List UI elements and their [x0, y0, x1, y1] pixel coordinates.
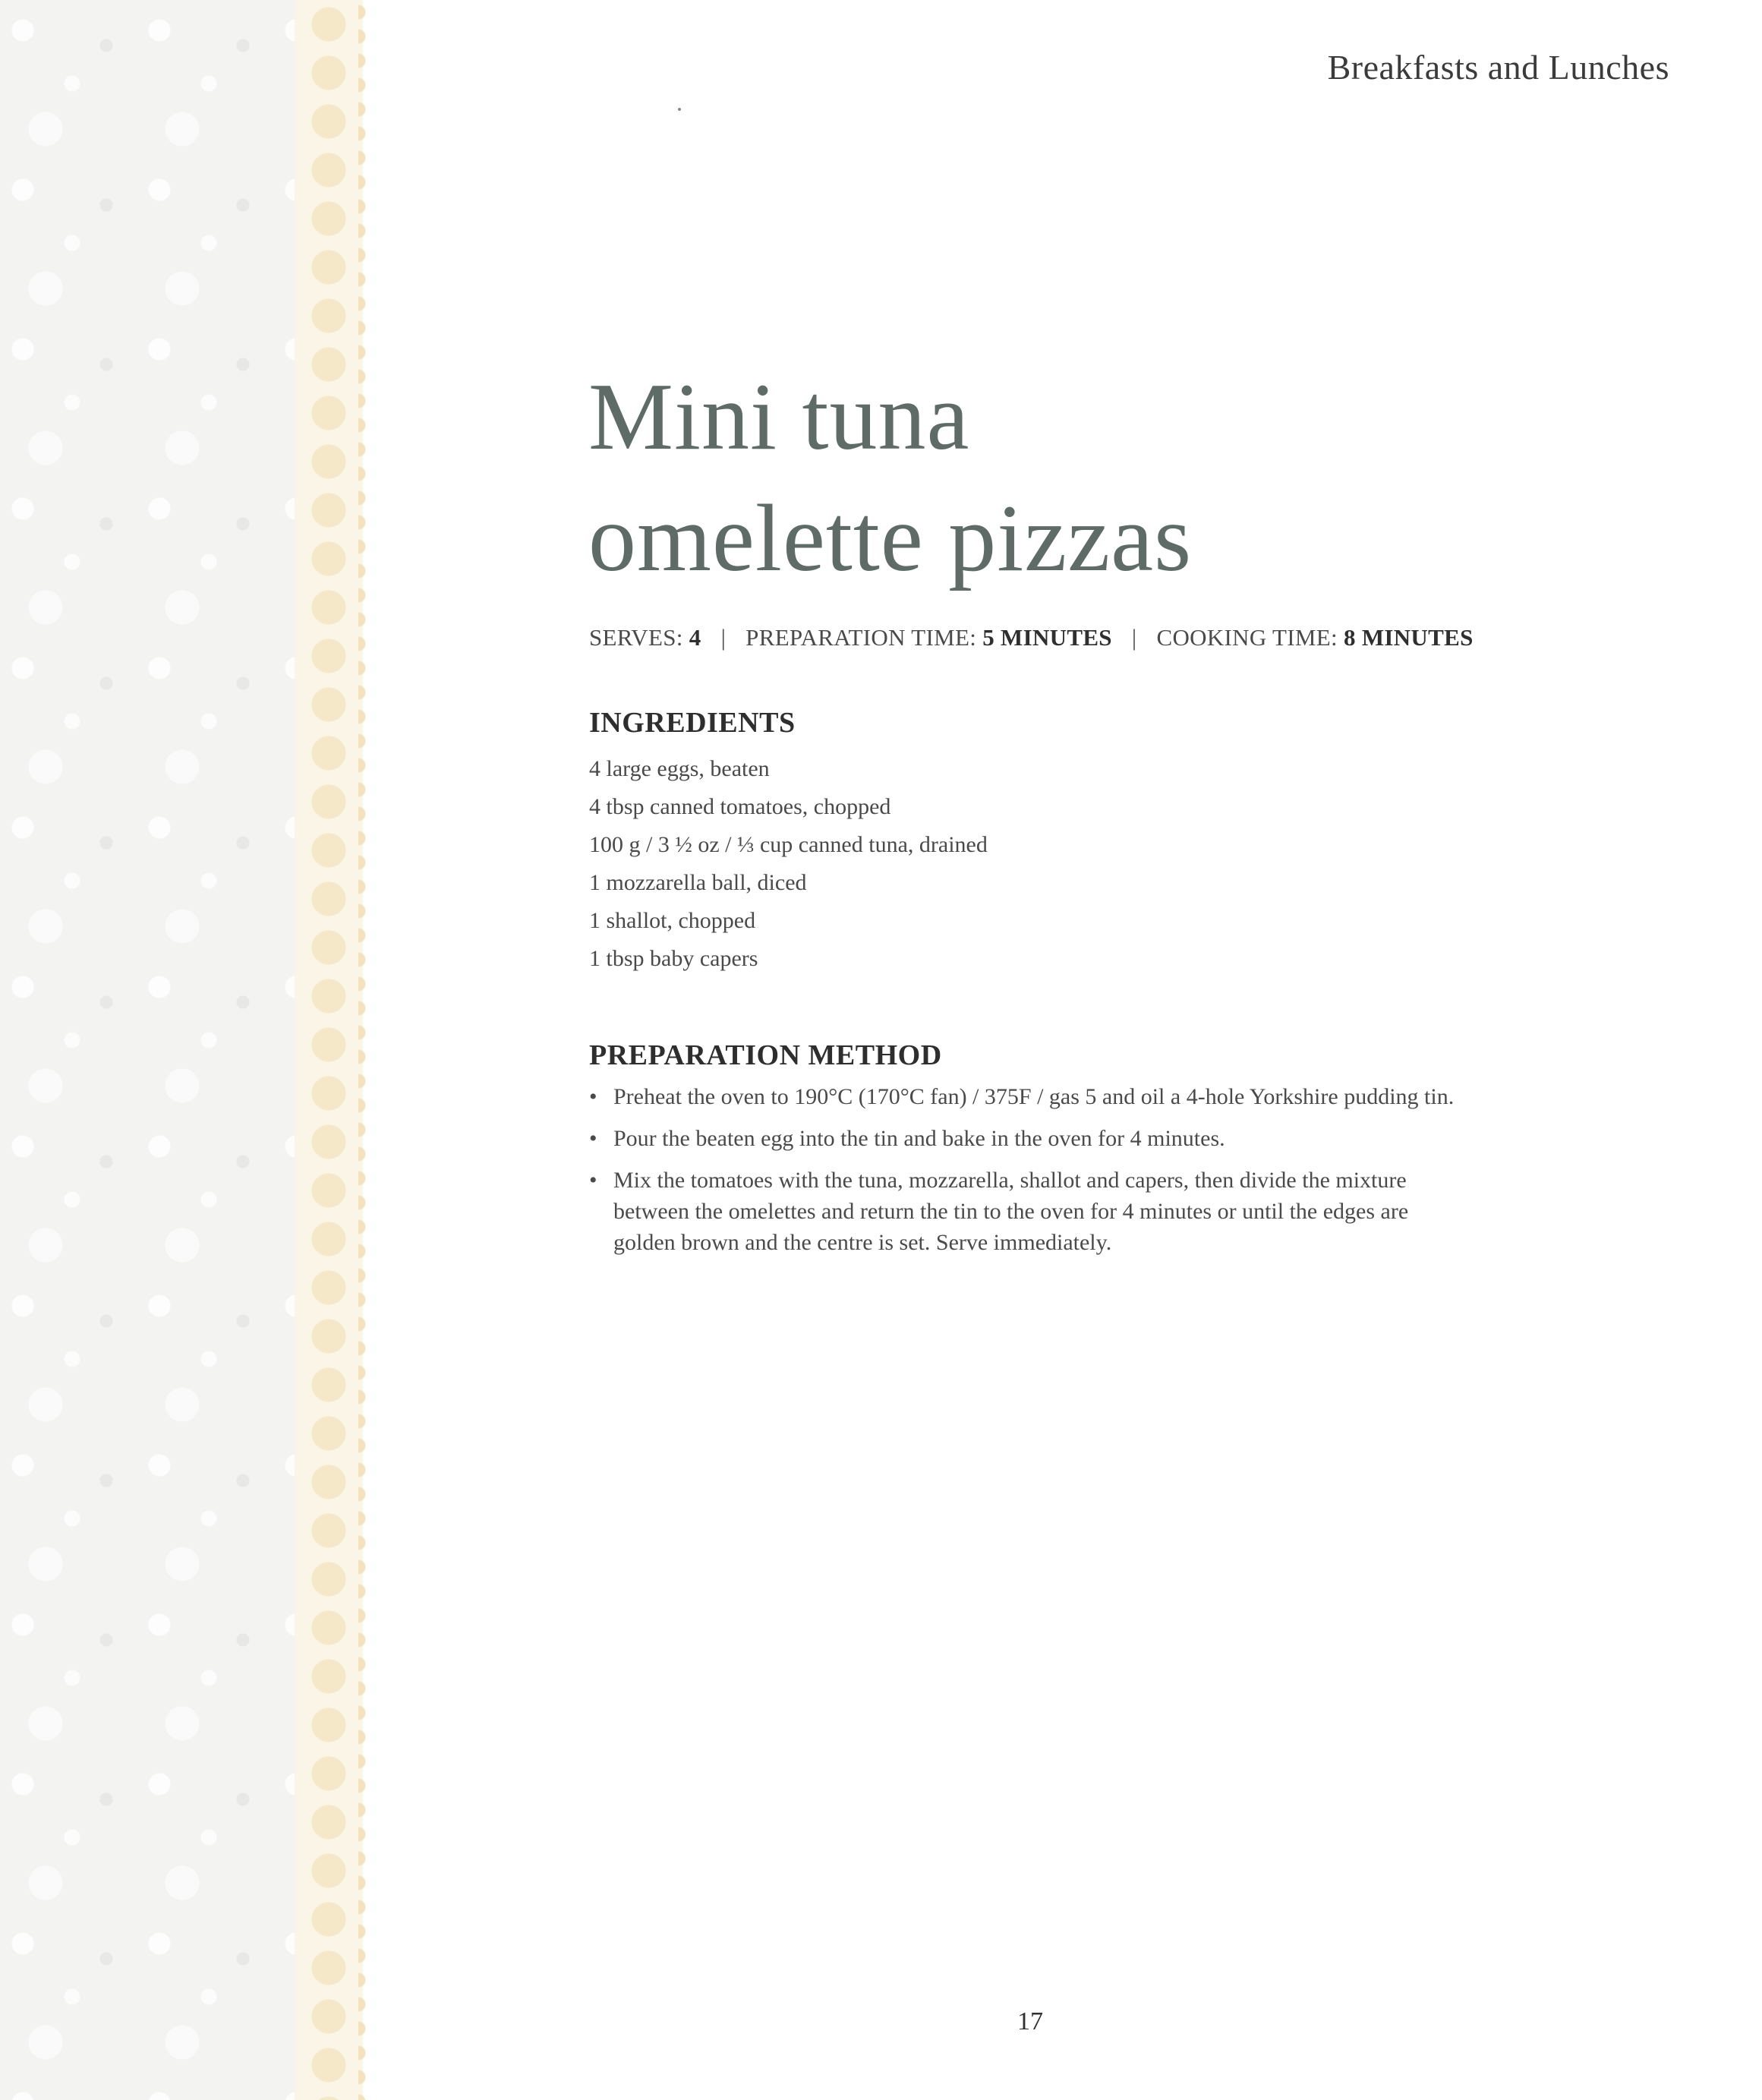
recipe-title-line-2: omelette pizzas [588, 486, 1193, 591]
meta-separator: | [720, 624, 727, 651]
method-steps-list [589, 1081, 1462, 1269]
method-heading: PREPARATION METHOD [589, 1039, 942, 1071]
running-head: Breakfasts and Lunches [1327, 48, 1669, 87]
serves-label: SERVES: [589, 624, 683, 651]
ingredient-item: 1 shallot, chopped [589, 908, 756, 933]
method-step [589, 1165, 1462, 1258]
meta-separator: | [1131, 624, 1137, 651]
ingredients-list [589, 750, 988, 978]
ingredient-item: 4 large eggs, beaten [589, 756, 770, 781]
method-step-text: Preheat the oven to 190°C (170°C fan) / 375F / gas 5 and oil a 4-hole Yorkshire pudding tin. [613, 1084, 1455, 1109]
page-number: 17 [1017, 2007, 1043, 2035]
cook-time-label: COOKING TIME: [1156, 624, 1338, 651]
ingredients-heading: INGREDIENTS [589, 707, 796, 739]
lace-border-decoration [295, 0, 363, 2100]
ingredient-item: 4 tbsp canned tomatoes, chopped [589, 794, 891, 819]
ingredient-item: 1 mozzarella ball, diced [589, 870, 807, 895]
decorative-floral-panel [0, 0, 296, 2100]
lace-edge-decoration [358, 0, 366, 2100]
method-step-text: Pour the beaten egg into the tin and bake in the oven for 4 minutes. [613, 1126, 1225, 1151]
ingredient-item: 100 g / 3 ½ oz / ⅓ cup canned tuna, drained [589, 832, 988, 857]
cook-time-value: 8 MINUTES [1343, 624, 1474, 651]
serves-value: 4 [689, 624, 701, 651]
print-speck [678, 108, 681, 111]
recipe-title [588, 357, 1192, 600]
bullet-icon: • [589, 1168, 597, 1193]
recipe-title-line-1: Mini tuna [588, 364, 970, 470]
bullet-icon: • [589, 1084, 597, 1109]
method-step [589, 1081, 1462, 1112]
ingredient-item: 1 tbsp baby capers [589, 946, 758, 971]
prep-time-label: PREPARATION TIME: [745, 624, 977, 651]
recipe-meta [589, 624, 1474, 651]
bullet-icon: • [589, 1126, 597, 1151]
method-step-text: Mix the tomatoes with the tuna, mozzarella, shallot and capers, then divide the mixture between the omelettes and return the tin to the oven for 4 minutes or until the edges are golden brown and the centre is set. Serve immediately. [613, 1168, 1409, 1255]
prep-time-value: 5 MINUTES [982, 624, 1112, 651]
method-step [589, 1123, 1462, 1154]
